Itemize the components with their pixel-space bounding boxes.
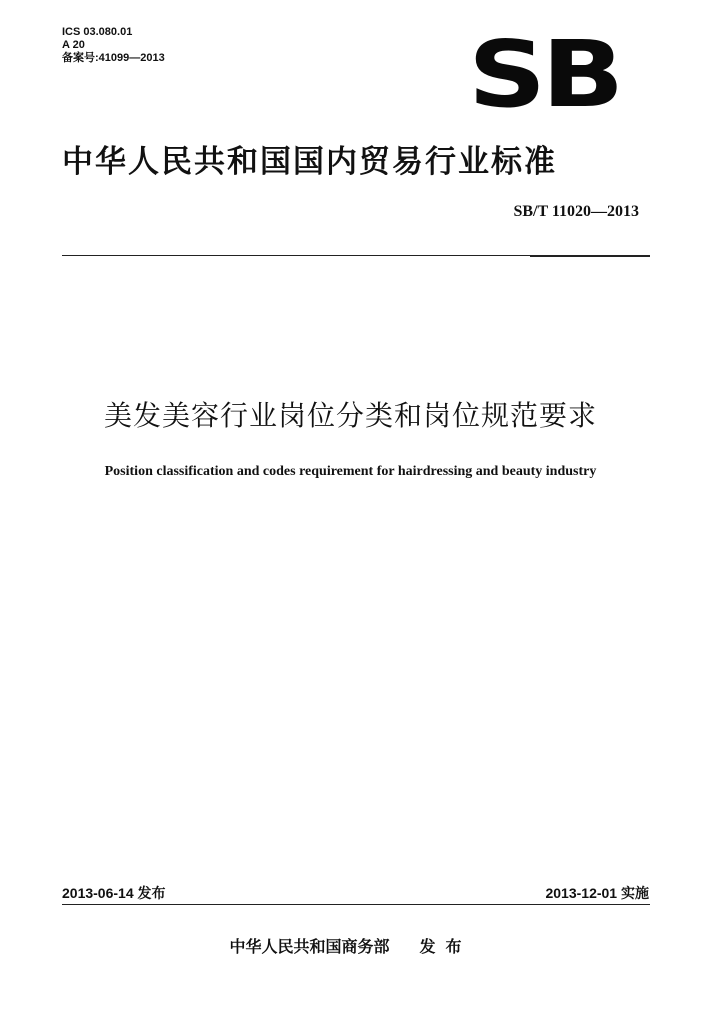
class-code: A 20 [62, 39, 85, 51]
publisher-name: 中华人民共和国商务部 [229, 937, 390, 956]
document-title-en: Position classification and codes requirement for hairdressing and beauty industry [104, 464, 597, 479]
metadata-block [62, 26, 165, 65]
ics-code: ICS 03.080.01 [62, 26, 133, 38]
standard-code: SB/T 11020—2013 [513, 203, 639, 220]
footer-divider [62, 904, 650, 905]
sb-logo: SB [468, 21, 620, 128]
header-divider-accent [530, 256, 650, 257]
standard-category-title: 中华人民共和国国内贸易行业标准 [62, 144, 557, 180]
publisher-line [0, 934, 701, 957]
document-title-zh: 美发美容行业岗位分类和岗位规范要求 [103, 399, 597, 432]
issue-date: 2013-06-14 发布 [62, 885, 166, 901]
implementation-date: 2013-12-01 实施 [545, 885, 649, 901]
publish-action: 发布 [419, 937, 472, 956]
record-number: 备案号:41099—2013 [62, 52, 165, 64]
